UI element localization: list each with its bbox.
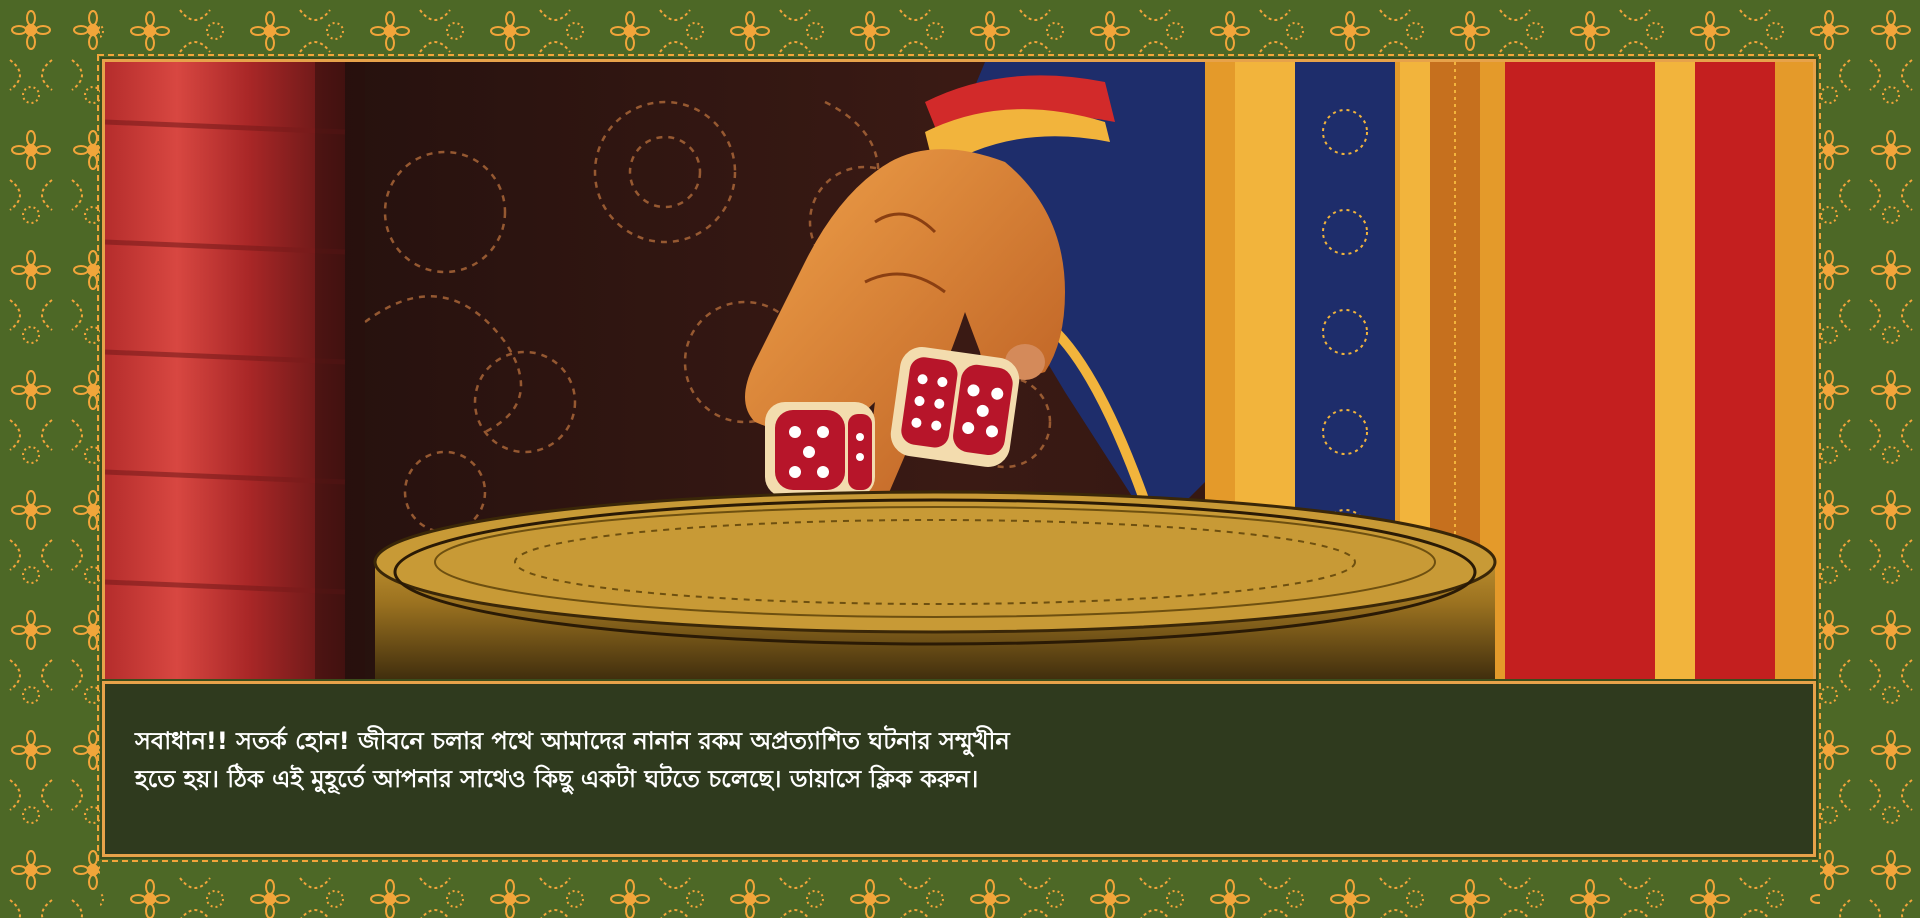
dice-four-icon[interactable]	[765, 402, 875, 497]
brass-table	[375, 492, 1495, 684]
dice-throw-scene	[105, 62, 1813, 684]
scene-illustration	[105, 62, 1813, 684]
dialog-line-1: সবাধান!! সতর্ক হোন! জীবনে চলার পথে আমাদের নানান রকম অপ্রত্যাশিত ঘটনার সম্মুখীন	[135, 727, 1010, 755]
dialog-line-2: হতে হয়। ঠিক এই মুহূর্তে আপনার সাথেও কিছু একটা ঘটতে চলেছে। ডায়াসে ক্লিক করুন।	[135, 765, 979, 793]
dialog-box	[105, 684, 1813, 854]
dice-five-six-icon[interactable]	[888, 344, 1022, 470]
